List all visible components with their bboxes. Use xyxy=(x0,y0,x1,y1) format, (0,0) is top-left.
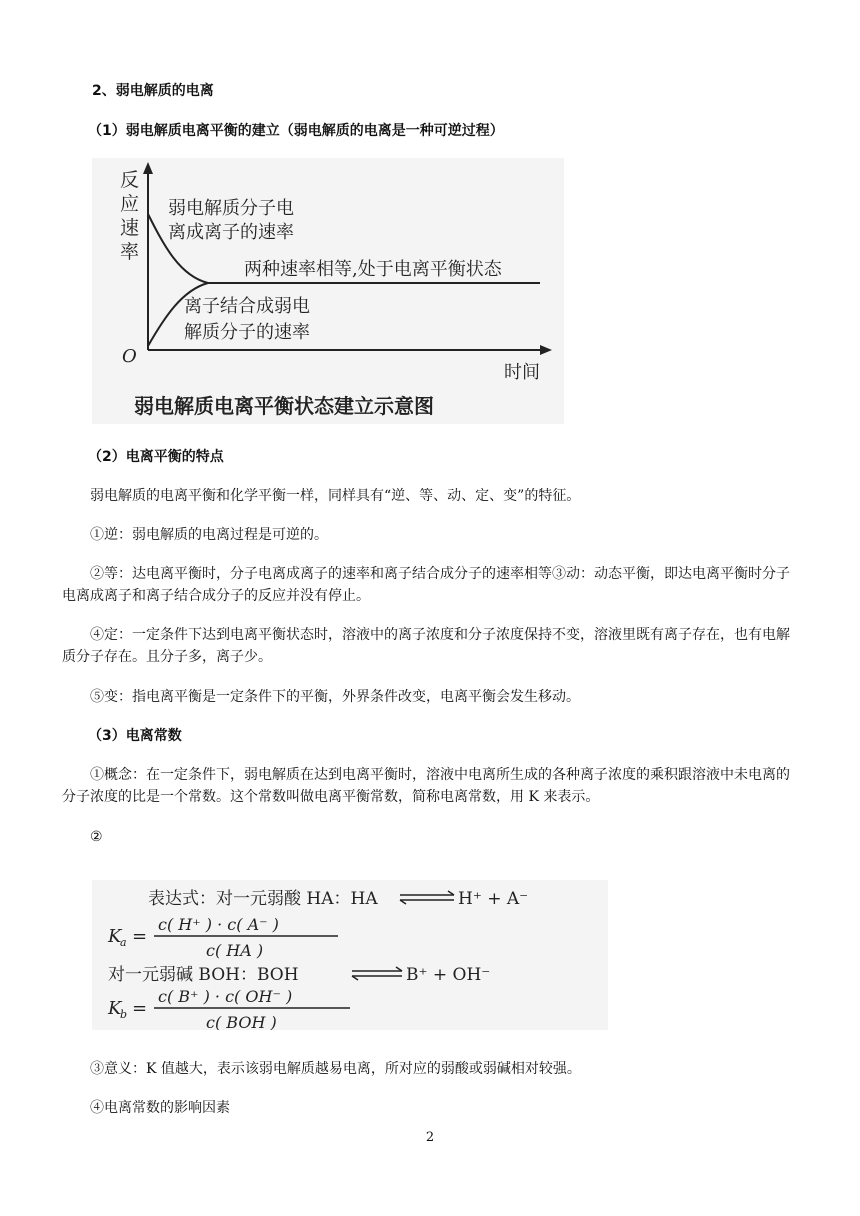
ka-equals: = xyxy=(132,926,148,947)
reversible-arrow-icon xyxy=(400,891,454,904)
subheading-3: （3）电离常数 xyxy=(88,728,182,744)
equilibrium-label: 两种速率相等,处于电离平衡状态 xyxy=(244,259,502,280)
paragraph-concept: ①概念：在一定条件下，弱电解质在达到电离平衡时，溶液中电离所生成的各种离子浓度的乘积跟溶液中未电离的分子浓度的比是一个常数。这个常数叫做电离平衡常数，简称电离常数，用 K 来表示。 xyxy=(62,767,790,805)
reversible-arrow-icon xyxy=(352,967,402,980)
formula-image xyxy=(92,880,608,1030)
paragraph-reversible: ①逆：弱电解质的电离过程是可逆的。 xyxy=(90,527,328,543)
ka-denominator: c( HA ) xyxy=(206,941,264,960)
y-label-char: 速 xyxy=(120,217,140,239)
page-number: 2 xyxy=(425,1130,435,1145)
origin-label: O xyxy=(122,346,137,367)
formula-line-base: 对一元弱碱 BOH：BOH xyxy=(108,965,299,985)
ka-subscript: a xyxy=(120,936,127,949)
subheading-2: （2）电离平衡的特点 xyxy=(88,449,224,465)
y-label-char: 应 xyxy=(120,193,140,215)
equilibrium-graph xyxy=(92,158,564,424)
formula-line-acid: 表达式：对一元弱酸 HA：HA xyxy=(148,889,378,909)
x-axis-label: 时间 xyxy=(504,362,540,383)
ka-symbol: K xyxy=(108,926,122,947)
kb-equals: = xyxy=(132,998,148,1019)
y-axis-arrow-icon xyxy=(143,162,153,174)
graph-caption: 弱电解质电离平衡状态建立示意图 xyxy=(134,394,434,418)
forward-label-2: 离成离子的速率 xyxy=(168,222,294,243)
paragraph-expression-marker: ② xyxy=(90,829,103,845)
kb-subscript: b xyxy=(120,1008,128,1021)
paragraph-fixed: ④定：一定条件下达到电离平衡状态时，溶液中的离子浓度和分子浓度保持不变，溶液里既有离子存在，也有电解质分子存在。且分子多，离子少。 xyxy=(62,627,790,665)
paragraph-factors: ④电离常数的影响因素 xyxy=(90,1100,230,1116)
x-axis-arrow-icon xyxy=(540,345,552,355)
y-label-char: 率 xyxy=(120,241,140,263)
backward-label-2: 解质分子的速率 xyxy=(184,322,310,343)
y-label-char: 反 xyxy=(120,169,140,191)
paragraph-meaning: ③意义：K 值越大，表示该弱电解质越易电离，所对应的弱酸或弱碱相对较强。 xyxy=(90,1061,581,1077)
formula-base-products: B⁺ + OH⁻ xyxy=(406,965,491,985)
paragraph-equal-dynamic: ②等：达电离平衡时，分子电离成离子的速率和离子结合成分子的速率相等③动：动态平衡，即达电离平衡时分子电离成离子和离子结合成分子的反应并没有停止。 xyxy=(62,566,790,604)
paragraph-change: ⑤变：指电离平衡是一定条件下的平衡，外界条件改变，电离平衡会发生移动。 xyxy=(90,689,580,705)
forward-label-1: 弱电解质分子电 xyxy=(168,198,294,219)
formula-acid-products: H⁺ + A⁻ xyxy=(458,889,529,909)
kb-numerator: c( B⁺ ) · c( OH⁻ ) xyxy=(158,987,293,1006)
backward-label-1: 离子结合成弱电 xyxy=(184,296,310,317)
kb-symbol: K xyxy=(108,998,122,1019)
paragraph-intro: 弱电解质的电离平衡和化学平衡一样，同样具有“逆、等、动、定、变”的特征。 xyxy=(90,488,581,504)
kb-denominator: c( BOH ) xyxy=(206,1013,277,1030)
subheading-1: （1）弱电解质电离平衡的建立（弱电解质的电离是一种可逆过程） xyxy=(88,123,504,139)
ka-numerator: c( H⁺ ) · c( A⁻ ) xyxy=(158,915,279,934)
section-heading: 2、弱电解质的电离 xyxy=(92,83,214,99)
